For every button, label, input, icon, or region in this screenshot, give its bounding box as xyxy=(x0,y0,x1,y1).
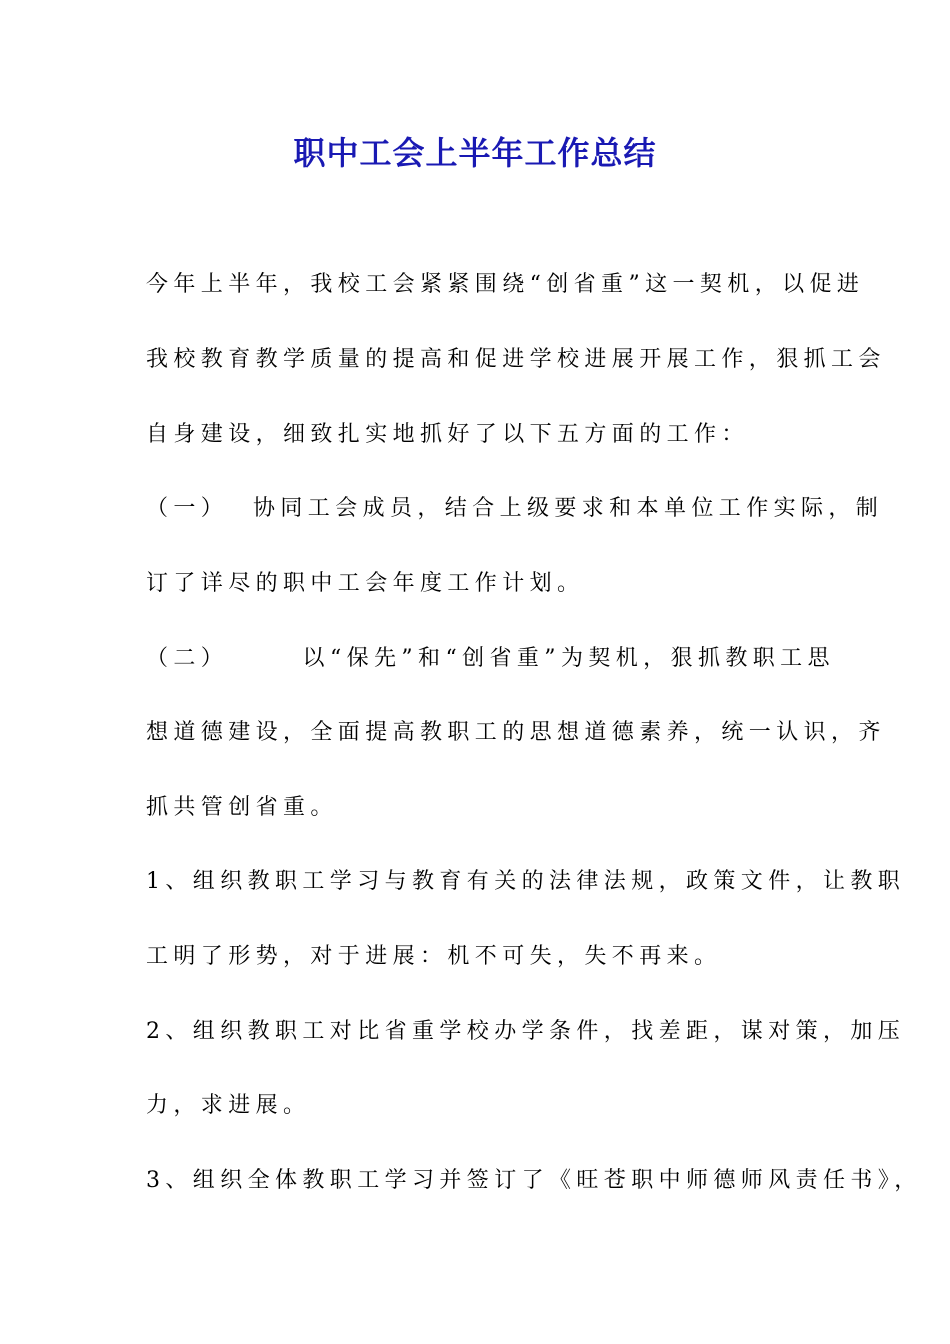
paragraph-line: 3、组织全体教职工学习并签订了《旺苍职中师德师风责任书》， xyxy=(146,1168,922,1193)
paragraph-line: 今年上半年，我校工会紧紧围绕“创省重”这一契机，以促进 xyxy=(146,272,865,297)
document-title: 职中工会上半年工作总结 xyxy=(293,134,657,172)
paragraph-line: （二） 以“保先”和“创省重”为契机，狠抓教职工思 xyxy=(146,646,835,671)
paragraph-line: 2、组织教职工对比省重学校办学条件，找差距，谋对策，加压 xyxy=(146,1019,906,1044)
paragraph-line: 订了详尽的职中工会年度工作计划。 xyxy=(146,571,585,596)
paragraph-line: 抓共管创省重。 xyxy=(146,795,338,820)
paragraph-line: 1、组织教职工学习与教育有关的法律法规，政策文件，让教职 xyxy=(146,869,906,894)
paragraph-line: 力，求进展。 xyxy=(146,1093,311,1118)
paragraph-line: 工明了形势，对于进展：机不可失，失不再来。 xyxy=(146,944,722,969)
paragraph-line: 我校教育教学质量的提高和促进学校进展开展工作，狠抓工会 xyxy=(146,347,886,372)
paragraph-line: 自身建设，细致扎实地抓好了以下五方面的工作： xyxy=(146,422,749,447)
paragraph-line: （一） 协同工会成员，结合上级要求和本单位工作实际，制 xyxy=(146,496,884,521)
paragraph-line: 想道德建设，全面提高教职工的思想道德素养，统一认识，齐 xyxy=(146,720,886,745)
